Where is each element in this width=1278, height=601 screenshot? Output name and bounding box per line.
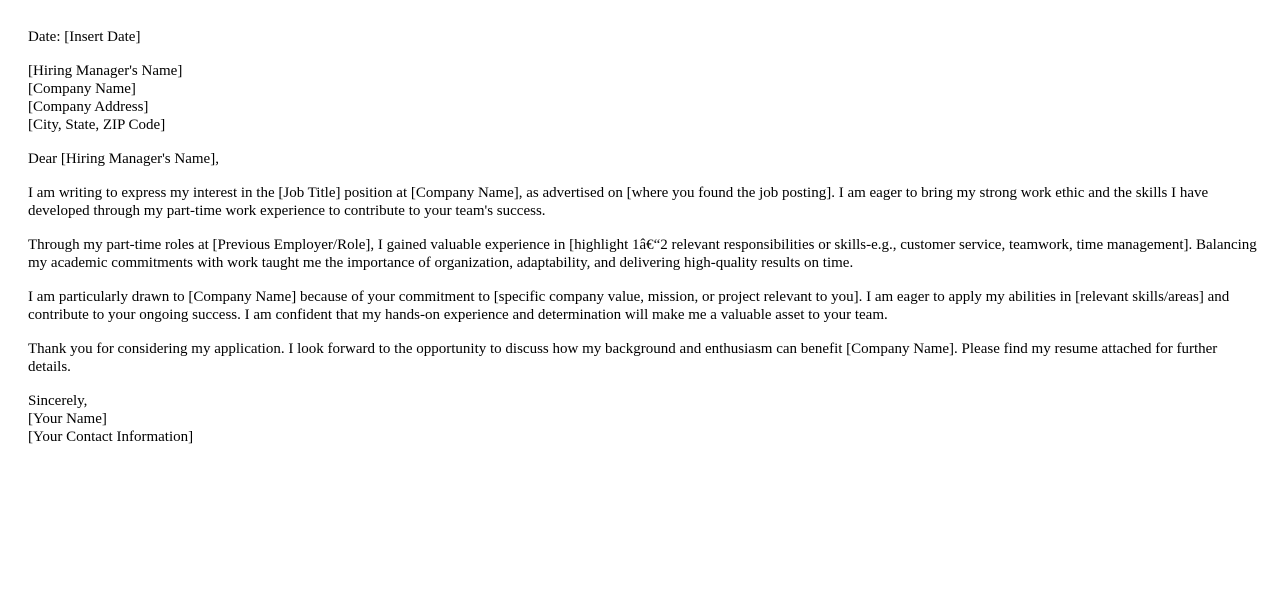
salutation: Dear [Hiring Manager's Name],	[28, 151, 219, 167]
letter-date: Date: [Insert Date]	[28, 29, 141, 45]
letter-date-block	[28, 28, 1258, 46]
closing-name: [Your Name]	[28, 411, 107, 427]
body-paragraph-intro: I am writing to express my interest in the [Job Title] position at [Company Name], as advertised on [where you found the job posting]. I am eager to bring my strong work ethic and the skills I have developed through my part-time work experience to contribute to your team's success.	[28, 185, 1209, 219]
recipient-block	[28, 62, 1258, 134]
salutation-block	[28, 150, 1258, 168]
body-paragraph-experience: Through my part-time roles at [Previous Employer/Role], I gained valuable experience in [highlight 1â€“2 relevant responsibilities or skills-e.g., customer service, teamwork, time management]. Balancing my academic commitments with work taught me the importance of organization, adaptability, and delivering high-quality results on time.	[28, 237, 1257, 271]
recipient-company-name: [Company Name]	[28, 81, 136, 97]
cover-letter	[28, 28, 1258, 462]
recipient-company-address: [Company Address]	[28, 99, 149, 115]
body-paragraph-thanks: Thank you for considering my application. I look forward to the opportunity to discuss how my background and enthusiasm can benefit [Company Name]. Please find my resume attached for further details.	[28, 341, 1218, 375]
recipient-manager-name: [Hiring Manager's Name]	[28, 63, 183, 79]
recipient-city-state-zip: [City, State, ZIP Code]	[28, 117, 166, 133]
closing-signoff: Sincerely,	[28, 393, 88, 409]
closing-contact-info: [Your Contact Information]	[28, 429, 194, 445]
closing-block	[28, 392, 1258, 446]
body-paragraph-motivation: I am particularly drawn to [Company Name] because of your commitment to [specific company value, mission, or project relevant to you]. I am eager to apply my abilities in [relevant skills/areas] and contribute to your ongoing success. I am confident that my hands-on experience and determination will make me a valuable asset to your team.	[28, 289, 1230, 323]
